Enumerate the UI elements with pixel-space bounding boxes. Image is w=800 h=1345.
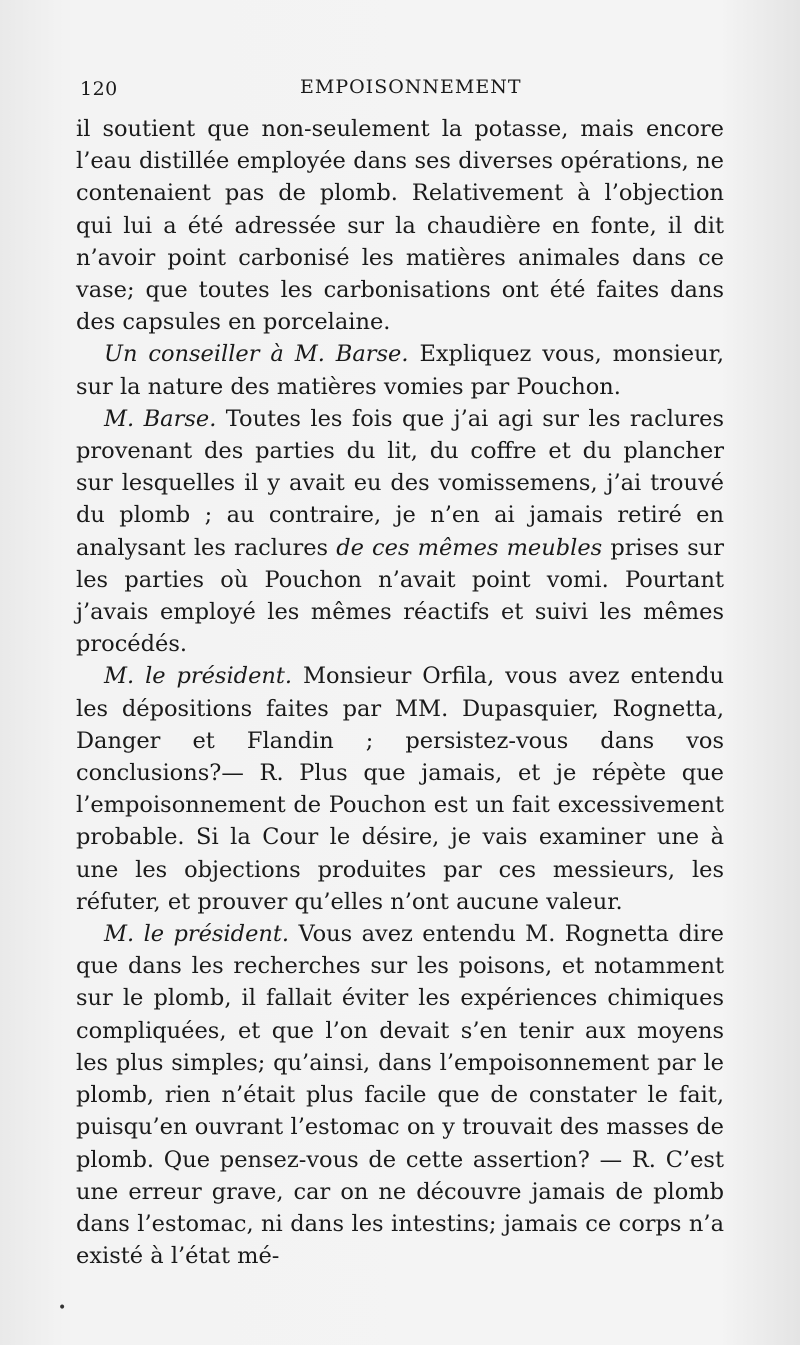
page-header [80,74,720,104]
speaker-label: M. le président. [104,921,290,948]
body-text [76,113,724,1272]
paragraph-1-text: il soutient que non-seulement la potasse, mais encore l’eau distillée employée dans ses diverses opérations, ne contenaient pas de plomb. Relativement à l’objection qui lui a été adressée sur la chaudière en fonte, il dit n’avoir point carbonisé les matières animales dans ce vase; que toutes les carbonisations ont été faites dans des capsules en porcelaine. [76,116,724,336]
paragraph-2-text: Expliquez vous, monsieur, sur la nature des matières vomies par Pouchon. [76,341,725,400]
paragraph-2 [76,338,724,402]
paragraph-3 [76,403,724,661]
paragraph-1 [76,113,724,338]
speaker-label: Un conseiller à M. Barse. [104,341,409,368]
paragraph-4-text: Monsieur Orfila, vous avez entendu les dépositions faites par MM. Dupasquier, Rognetta, Danger et Flandin ; persistez-vous dans vos conclusions?— R. Plus que jamais, et je répète que l’empoisonnement de Pouchon est un fait excessivement probable. Si la Cour le désire, je vais examiner une à une les objections produites par ces messieurs, les réfuter, et prouver qu’elles n’ont aucune valeur. [76,663,724,915]
speaker-label: M. Barse. [104,405,217,432]
paragraph-3-italic: de ces mêmes meubles [336,534,603,561]
paragraph-3-text-a: Toutes les fois que j’ai agi sur les raclures provenant des parties du lit, du coffre et du plancher sur lesquelles il y avait eu des vomissemens, j’ai trouvé du plomb ; au contraire, je n’en ai jamais retiré en analysant les raclures [76,405,725,561]
running-title: EMPOISONNEMENT [300,76,522,98]
stray-mark: • [58,1300,67,1316]
paragraph-4 [76,660,724,918]
paragraph-3-text-b: prises sur les parties où Pouchon n’avait point vomi. Pourtant j’avais employé les mêmes réactifs et suivi les mêmes procédés. [76,534,724,658]
paragraph-5-text: Vous avez entendu M. Rognetta dire que dans les recherches sur les poisons, et notamment sur le plomb, il fallait éviter les expériences chimiques compliquées, et que l’on devait s’en tenir aux moyens les plus simples; qu’ainsi, dans l’empoisonnement par le plomb, rien n’était plus facile que de constater le fait, puisqu’en ouvrant l’estomac on y trouvait des masses de plomb. Que pensez-vous de cette assertion? — R. C’est une erreur grave, car on ne découvre jamais de plomb dans l’estomac, ni dans les intestins; jamais ce corps n’a existé à l’état mé- [76,921,724,1270]
speaker-label: M. le président. [104,663,293,690]
page-number: 120 [80,78,118,100]
paragraph-5 [76,918,724,1272]
